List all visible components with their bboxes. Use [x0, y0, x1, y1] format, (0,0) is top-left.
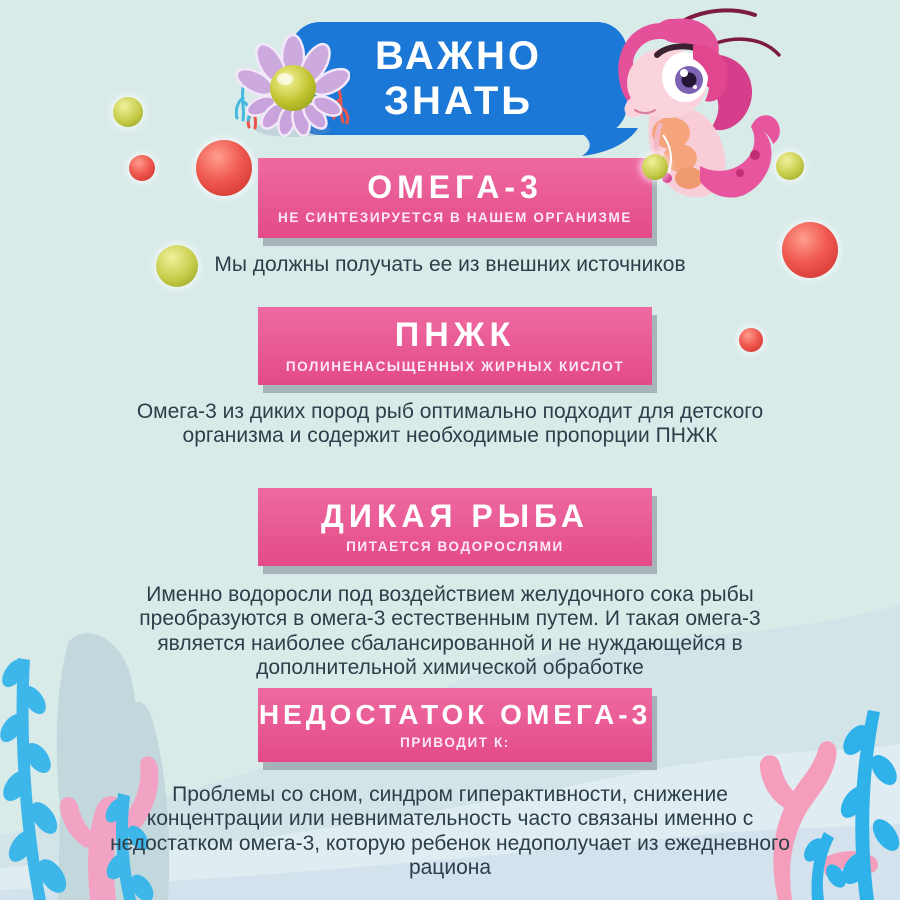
shell-flower-icon [235, 28, 350, 140]
body-text-pnzhk: Омега-3 из диких пород рыб оптимально подходит для детского организма и содержит необходимые пропорции ПНЖК [136, 400, 764, 448]
header-title-line2: ЗНАТЬ [383, 78, 534, 123]
red-bubble-icon [782, 222, 838, 278]
banner-title: ОМЕГА-3 [367, 169, 543, 206]
header-title-line1: ВАЖНО [375, 33, 542, 78]
green-bubble-icon [156, 245, 198, 287]
banner-title: НЕДОСТАТОК ОМЕГА-3 [258, 699, 652, 731]
body-text-wild-fish: Именно водоросли под воздействием желудочного сока рыбы преобразуются в омега-3 естественным путем. И такая омега-3 является наиболее сбалансированной и не нуждающейся в дополнительной химической обработке [139, 583, 761, 680]
red-bubble-icon [739, 328, 763, 352]
banner-deficiency [258, 688, 652, 762]
body-text-omega3: Мы должны получать ее из внешних источников [214, 253, 686, 276]
banner-subtitle: ПИТАЕТСЯ ВОДОРОСЛЯМИ [346, 538, 564, 554]
banner-subtitle: ПРИВОДИТ К: [400, 734, 510, 750]
body-text-deficiency: Проблемы со сном, синдром гиперактивности, снижение концентрации или невнимательность часто связаны именно с недостатком омега-3, которую ребенок недополучает из ежедневного рациона [110, 783, 790, 880]
banner-subtitle: НЕ СИНТЕЗИРУЕТСЯ В НАШЕМ ОРГАНИЗМЕ [278, 209, 632, 225]
banner-pnzhk [258, 307, 652, 385]
banner-title: ПНЖК [394, 316, 516, 355]
banner-omega3 [258, 158, 652, 238]
banner-wild-fish [258, 488, 652, 566]
banner-title: ДИКАЯ РЫБА [321, 498, 589, 535]
banner-subtitle: ПОЛИНЕНАСЫЩЕННЫХ ЖИРНЫХ КИСЛОТ [285, 358, 625, 374]
red-bubble-icon [196, 140, 252, 196]
green-pearl-icon [776, 152, 804, 180]
green-bubble-icon [113, 97, 143, 127]
red-bubble-icon [129, 155, 155, 181]
green-pearl-icon [642, 154, 668, 180]
